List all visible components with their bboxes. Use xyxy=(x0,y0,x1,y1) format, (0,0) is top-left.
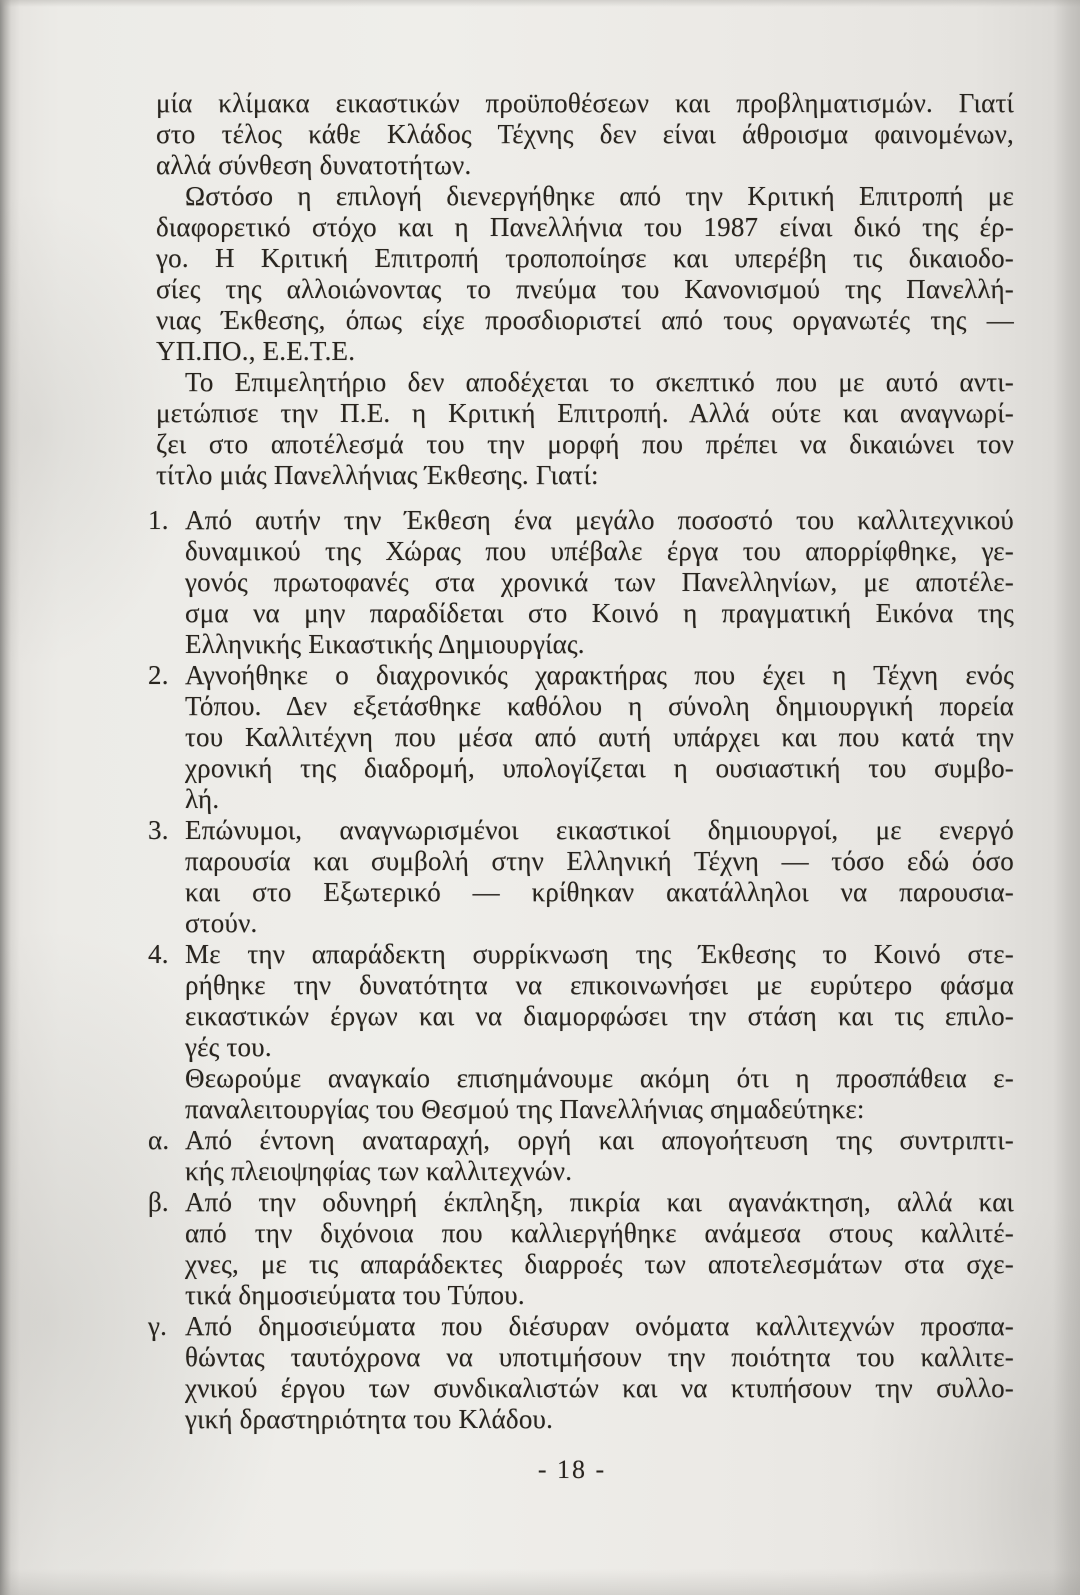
text-line: και στο Εξωτερικό — κρίθηκαν ακατάλληλοι να παρουσια- xyxy=(185,877,1014,907)
text-line: Αγνοήθηκε ο διαχρονικός χαρακτήρας που έχει η Τέχνη ενός xyxy=(185,660,1014,690)
list-item xyxy=(148,505,1014,660)
text-line: θώντας ταυτόχρονα να υποτιμήσουν την ποιότητα του καλλιτε- xyxy=(185,1342,1014,1372)
text-line: Από δημοσιεύματα που διέσυραν ονόματα καλλιτεχνών προσπα- xyxy=(185,1311,1014,1341)
list-item xyxy=(148,1125,1014,1187)
text-line: χνες, με τις απαράδεκτες διαρροές των αποτελεσμάτων στα σχε- xyxy=(185,1249,1014,1279)
text-line: χρονική της διαδρομή, υπολογίζεται η ουσιαστική του συμβο- xyxy=(185,753,1014,783)
list-item-marker: 3. xyxy=(148,815,169,845)
text-line: Ωστόσο η επιλογή διενεργήθηκε από την Κριτική Επιτροπή με xyxy=(185,181,1014,211)
page-number: - 18 - xyxy=(537,1455,607,1484)
text-line: γές του. xyxy=(185,1032,272,1062)
text-line: μία κλίμακα εικαστικών προϋποθέσεων και προβληματισμών. Γιατί xyxy=(156,88,1014,118)
text-line: χνικού έργου των συνδικαλιστών και να κτυπήσουν την συλλο- xyxy=(185,1373,1014,1403)
list-item xyxy=(148,815,1014,939)
text-line: μετώπισε την Π.Ε. η Κριτική Επιτροπή. Αλλά ούτε και αναγνωρί- xyxy=(156,398,1014,428)
text-line: λή. xyxy=(185,784,220,814)
list-item-marker: 4. xyxy=(148,939,169,969)
text-line: ΥΠ.ΠΟ., Ε.Ε.Τ.Ε. xyxy=(156,336,356,366)
text-line: τίτλο μιάς Πανελλήνιας Έκθεσης. Γιατί: xyxy=(156,460,599,490)
text-line: ζει στο αποτέλεσμά του την μορφή που πρέπει να δικαιώνει τον xyxy=(156,429,1014,459)
text-line: αλλά σύνθεση δυνατοτήτων. xyxy=(156,150,472,180)
text-line: παναλειτουργίας του Θεσμού της Πανελλήνιας σημαδεύτηκε: xyxy=(185,1094,865,1124)
paragraph xyxy=(156,367,1014,491)
text-line: σίες της αλλοιώνοντας το πνεύμα του Κανονισμού της Πανελλή- xyxy=(156,274,1014,304)
list-item-marker: β. xyxy=(148,1187,169,1217)
text-line: γονός πρωτοφανές στα χρονικά των Πανελληνίων, με αποτέλε- xyxy=(185,567,1014,597)
text-line: σμα να μην παραδίδεται στο Κοινό η πραγματική Εικόνα της xyxy=(185,598,1014,628)
list-item-marker: γ. xyxy=(148,1311,168,1341)
list-item xyxy=(148,660,1014,815)
text-line: Θεωρούμε αναγκαίο επισημάνουμε ακόμη ότι η προσπάθεια ε- xyxy=(185,1063,1014,1093)
text-line: Από έντονη αναταραχή, οργή και απογοήτευση της συντριπτι- xyxy=(185,1125,1014,1155)
text-line: νιας Έκθεσης, όπως είχε προσδιοριστεί από τους οργανωτές της — xyxy=(156,305,1014,335)
text-line: διαφορετικό στόχο και η Πανελλήνια του 1987 είναι δικό της έρ- xyxy=(156,212,1014,242)
list-item-marker: 1. xyxy=(148,505,169,535)
text-line: ρήθηκε την δυνατότητα να επικοινωνήσει με ευρύτερο φάσμα xyxy=(185,970,1014,1000)
text-line: από την διχόνοια που καλλιεργήθηκε ανάμεσα στους καλλιτέ- xyxy=(185,1218,1014,1248)
paragraph xyxy=(156,88,1014,181)
list-item-marker: 2. xyxy=(148,660,169,690)
text-line: Με την απαράδεκτη συρρίκνωση της Έκθεσης το Κοινό στε- xyxy=(185,939,1014,969)
text-line: στο τέλος κάθε Κλάδος Τέχνης δεν είναι άθροισμα φαινομένων, xyxy=(156,119,1014,149)
text-line: κής πλειοψηφίας των καλλιτεχνών. xyxy=(185,1156,573,1186)
text-line: του Καλλιτέχνη που μέσα από αυτή υπάρχει και που κατά την xyxy=(185,722,1014,752)
paragraph xyxy=(156,181,1014,367)
list-item xyxy=(148,939,1014,1063)
text-line: εικαστικών έργων και να διαμορφώσει την στάση και τις επιλο- xyxy=(185,1001,1014,1031)
text-line: Το Επιμελητήριο δεν αποδέχεται το σκεπτικό που με αυτό αντι- xyxy=(185,367,1014,397)
text-line: Επώνυμοι, αναγνωρισμένοι εικαστικοί δημιουργοί, με ενεργό xyxy=(185,815,1014,845)
list-item-marker: α. xyxy=(148,1125,170,1155)
text-line: δυναμικού της Χώρας που υπέβαλε έργα του απορρίφθηκε, γε- xyxy=(185,536,1014,566)
text-line: γική δραστηριότητα του Κλάδου. xyxy=(185,1404,554,1434)
text-line: Από την οδυνηρή έκπληξη, πικρία και αγανάκτηση, αλλά και xyxy=(185,1187,1014,1217)
list-item xyxy=(148,1187,1014,1311)
text-line: Από αυτήν την Έκθεση ένα μεγάλο ποσοστό του καλλιτεχνικού xyxy=(185,505,1014,535)
text-line: Τόπου. Δεν εξετάσθηκε καθόλου η σύνολη δημιουργική πορεία xyxy=(185,691,1014,721)
text-line: Ελληνικής Εικαστικής Δημιουργίας. xyxy=(185,629,585,659)
text-line: τικά δημοσιεύματα του Τύπου. xyxy=(185,1280,525,1310)
text-line: γο. Η Κριτική Επιτροπή τροποποίησε και υπερέβη τις δικαιοδο- xyxy=(156,243,1014,273)
text-line: στούν. xyxy=(185,908,258,938)
text-line: παρουσία και συμβολή στην Ελληνική Τέχνη — τόσο εδώ όσο xyxy=(185,846,1014,876)
body-text xyxy=(148,88,1014,1435)
list-item xyxy=(148,1311,1014,1435)
indented-paragraph xyxy=(156,1063,1014,1125)
